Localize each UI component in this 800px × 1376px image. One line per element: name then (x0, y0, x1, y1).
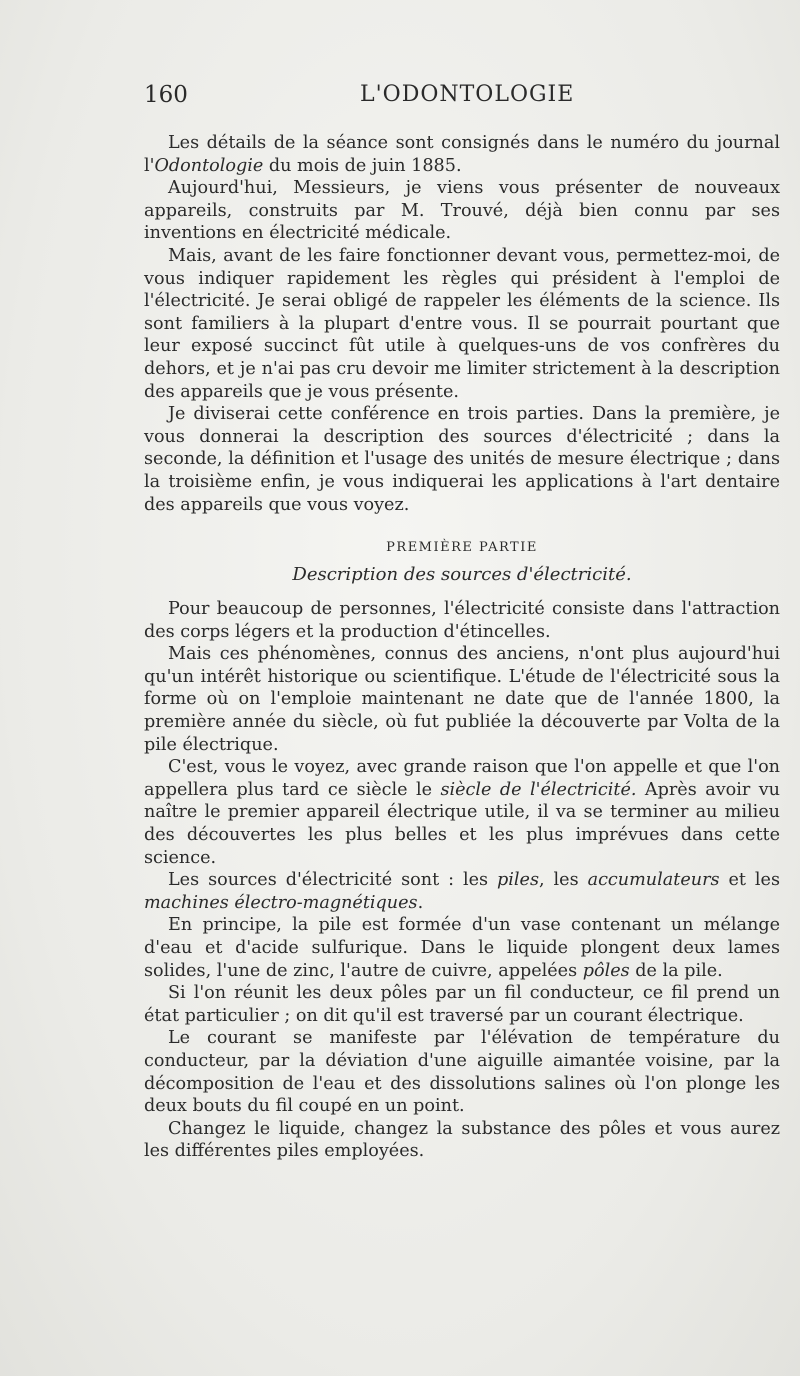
italic-text: pôles (582, 960, 630, 981)
italic-text: accumulateurs (587, 870, 720, 891)
page-number: 160 (144, 82, 188, 108)
paragraph-p11: Le courant se manifeste par l'élévation de température du conducteur, par la déviation d'une aiguille aimantée voisine, par la décomposition de l'eau et des dissolutions salines où l'on plonge les deux bouts du fil coupé en un point. (144, 1028, 780, 1117)
paragraph-group-intro (144, 132, 780, 516)
paragraph-p3: Mais, avant de les faire fonctionner devant vous, permettez-moi, de vous indiquer rapidement les règles qui président à l'emploi de l'électricité. Je serai obligé de rappeler les éléments de la science. Ils sont familiers à la plupart d'entre vous. Il se pourrait pourtant que leur exposé succinct fût utile à quelques-uns de vos confrères du dehors, et je n'ai pas cru devoir me limiter strictement à la description des appareils que je vous présente. (144, 245, 780, 402)
paragraph-p1: Les détails de la séance sont consignés dans le numéro du journal l'Odontologie du mois de juin 1885. (144, 133, 780, 176)
section-label: PREMIÈRE PARTIE (386, 540, 538, 556)
paragraph-p8: Les sources d'électricité sont : les piles, les accumulateurs et les machines électro-magnétiques. (144, 870, 780, 913)
italic-text: piles (497, 870, 539, 891)
body-text (144, 132, 780, 1163)
paragraph-p4: Je diviserai cette conférence en trois parties. Dans la première, je vous donnerai la description des sources d'électricité ; dans la seconde, la définition et l'usage des unités de mesure électrique ; dans la troisième enfin, je vous indiquerai les applications à l'art dentaire des appareils que vous voyez. (144, 404, 780, 515)
italic-text: machines électro-magnétiques (144, 892, 418, 913)
section-title: Description des sources d'électricité. (292, 564, 632, 586)
paragraph-p10: Si l'on réunit les deux pôles par un fil conducteur, ce fil prend un état particulier ; on dit qu'il est traversé par un courant électrique. (144, 983, 780, 1026)
paragraph-group-section (144, 598, 780, 1163)
italic-text: Odontologie (154, 155, 264, 176)
paragraph-p6: Mais ces phénomènes, connus des anciens, n'ont plus aujourd'hui qu'un intérêt historique ou scientifique. L'étude de l'électricité sous la forme où on l'emploie maintenant ne date que de l'année 1800, la première année du siècle, où fut publiée la découverte par Volta de la pile électrique. (144, 644, 780, 755)
paragraph-p7: C'est, vous le voyez, avec grande raison que l'on appelle et que l'on appellera plus tard ce siècle le siècle de l'électricité. Après avoir vu naître le premier appareil électrique utile, il va se terminer au milieu des découvertes les plus belles et les plus imprévues dans cette science. (144, 757, 780, 868)
paragraph-p5: Pour beaucoup de personnes, l'électricité consiste dans l'attraction des corps légers et la production d'étincelles. (144, 599, 780, 642)
paragraph-p9: En principe, la pile est formée d'un vase contenant un mélange d'eau et d'acide sulfurique. Dans le liquide plongent deux lames solides, l'une de zinc, l'autre de cuivre, appelées pôles de la pile. (144, 915, 780, 981)
paragraph-p2: Aujourd'hui, Messieurs, je viens vous présenter de nouveaux appareils, construits par M. Trouvé, déjà bien connu par ses inventions en électricité médicale. (144, 178, 780, 244)
page-header (144, 82, 780, 112)
running-title: L'ODONTOLOGIE (360, 82, 575, 107)
paragraph-p12: Changez le liquide, changez la substance des pôles et vous aurez les différentes piles employées. (144, 1118, 780, 1162)
italic-text: siècle de l'électricité. (440, 779, 637, 800)
